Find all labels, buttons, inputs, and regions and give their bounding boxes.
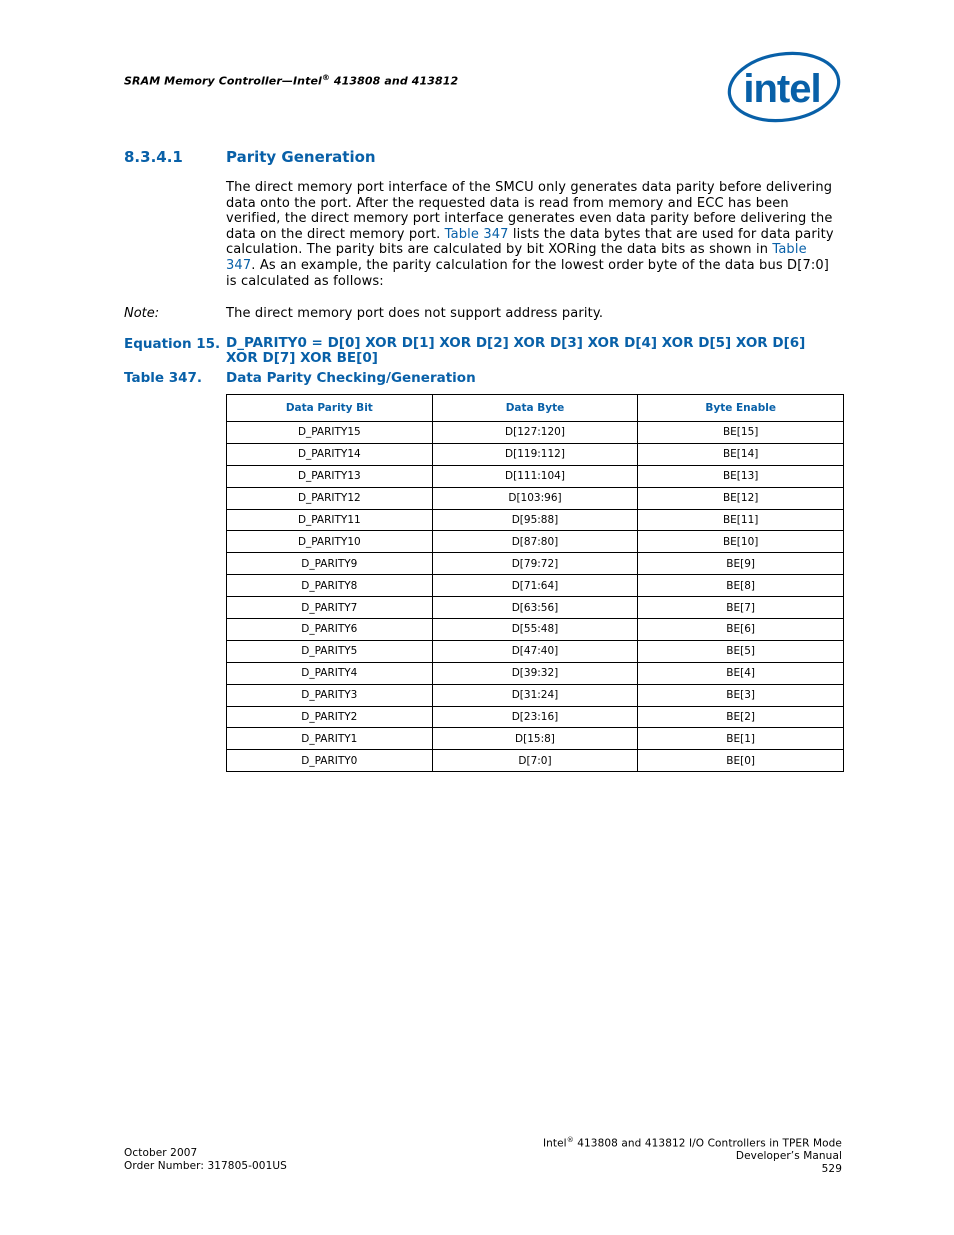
cell-data-byte: D[79:72] [432,553,638,575]
note-text: The direct memory port does not support address parity. [226,306,604,321]
intel-logo-text: intel [743,67,821,111]
footer-doc-title [543,1134,842,1150]
footer-registered-mark: ® [566,1136,574,1144]
table-row [227,422,844,444]
cell-data-byte: D[23:16] [432,706,638,728]
cell-data-byte: D[15:8] [432,728,638,750]
paragraph-text-3: . As an example, the parity calculation for the lowest order byte of the data bus D[7:0] is calculated as follows: [226,257,830,289]
table-row [227,684,844,706]
table-347-link-1[interactable]: Table 347 [444,226,509,242]
cell-data-byte: D[31:24] [432,684,638,706]
table-title: Data Parity Checking/Generation [226,370,476,386]
cell-data-byte: D[87:80] [432,531,638,553]
cell-data-byte: D[95:88] [432,509,638,531]
footer-page-number: 529 [821,1162,842,1175]
paragraph-text-2: lists the data bytes that are used for data parity calculation. The parity bits are calculated by bit XORing the data bits as shown in [226,226,834,258]
table-row [227,465,844,487]
footer-doc-suffix: 413808 and 413812 I/O Controllers in TPER Mode [573,1137,842,1150]
cell-parity-bit: D_PARITY4 [227,662,433,684]
running-header [124,73,458,88]
footer-date: October 2007 [124,1147,198,1159]
section-paragraph [226,180,836,289]
header-byte-enable: Byte Enable [638,395,844,422]
table-row [227,531,844,553]
footer-left [124,1147,287,1172]
cell-parity-bit: D_PARITY11 [227,509,433,531]
table-row [227,443,844,465]
header-data-byte: Data Byte [432,395,638,422]
running-header-prefix: SRAM Memory Controller—Intel [124,74,322,88]
cell-byte-enable: BE[1] [638,728,844,750]
cell-parity-bit: D_PARITY13 [227,465,433,487]
cell-byte-enable: BE[4] [638,662,844,684]
table-row [227,619,844,641]
cell-data-byte: D[47:40] [432,640,638,662]
cell-parity-bit: D_PARITY9 [227,553,433,575]
table-row [227,553,844,575]
table-row [227,509,844,531]
table-header-row [227,395,844,422]
cell-parity-bit: D_PARITY10 [227,531,433,553]
intel-logo [726,50,842,128]
footer-right [543,1134,842,1175]
footer-doc-prefix: Intel [542,1137,567,1150]
cell-byte-enable: BE[7] [638,597,844,619]
note-label: Note: [124,306,160,321]
cell-byte-enable: BE[11] [638,509,844,531]
equation-label: Equation 15. [124,336,221,352]
cell-data-byte: D[111:104] [432,465,638,487]
cell-data-byte: D[119:112] [432,443,638,465]
table-row [227,662,844,684]
cell-parity-bit: D_PARITY3 [227,684,433,706]
footer-order-number: Order Number: 317805-001US [124,1159,287,1172]
cell-parity-bit: D_PARITY6 [227,619,433,641]
cell-parity-bit: D_PARITY1 [227,728,433,750]
table-row [227,728,844,750]
registered-mark: ® [321,73,330,82]
cell-data-byte: D[7:0] [432,750,638,772]
cell-byte-enable: BE[0] [638,750,844,772]
cell-byte-enable: BE[6] [638,619,844,641]
cell-data-byte: D[63:56] [432,597,638,619]
cell-parity-bit: D_PARITY2 [227,706,433,728]
cell-byte-enable: BE[5] [638,640,844,662]
cell-byte-enable: BE[15] [638,422,844,444]
cell-parity-bit: D_PARITY14 [227,443,433,465]
cell-data-byte: D[55:48] [432,619,638,641]
cell-data-byte: D[39:32] [432,662,638,684]
section-number: 8.3.4.1 [124,148,183,166]
cell-byte-enable: BE[9] [638,553,844,575]
table-row [227,750,844,772]
cell-parity-bit: D_PARITY0 [227,750,433,772]
cell-byte-enable: BE[3] [638,684,844,706]
cell-byte-enable: BE[12] [638,487,844,509]
cell-data-byte: D[127:120] [432,422,638,444]
equation-text: D_PARITY0 = D[0] XOR D[1] XOR D[2] XOR D[3] XOR D[4] XOR D[5] XOR D[6] XOR D[7] XOR BE[0] [226,335,806,366]
cell-parity-bit: D_PARITY7 [227,597,433,619]
paragraph-text-1: The direct memory port interface of the SMCU only generates data parity before delivering data onto the port. After the requested data is read from memory and ECC has been verified, the direct memory port interface generates even data parity before delivering the data on the direct memory port. [226,180,833,242]
footer-doc-subtitle: Developer’s Manual [735,1150,842,1162]
cell-parity-bit: D_PARITY12 [227,487,433,509]
cell-data-byte: D[71:64] [432,575,638,597]
cell-parity-bit: D_PARITY5 [227,640,433,662]
header-data-parity-bit: Data Parity Bit [227,395,433,422]
table-row [227,487,844,509]
table-row [227,706,844,728]
data-parity-table [226,394,844,772]
table-row [227,597,844,619]
cell-byte-enable: BE[8] [638,575,844,597]
cell-parity-bit: D_PARITY8 [227,575,433,597]
table-row [227,575,844,597]
cell-parity-bit: D_PARITY15 [227,422,433,444]
cell-byte-enable: BE[10] [638,531,844,553]
cell-byte-enable: BE[14] [638,443,844,465]
table-row [227,640,844,662]
table-347-link-2[interactable]: Table 347 [226,242,807,273]
running-header-suffix: 413808 and 413812 [329,74,459,88]
cell-data-byte: D[103:96] [432,487,638,509]
cell-byte-enable: BE[2] [638,706,844,728]
cell-byte-enable: BE[13] [638,465,844,487]
section-title: Parity Generation [226,148,376,166]
table-label: Table 347. [124,370,203,386]
